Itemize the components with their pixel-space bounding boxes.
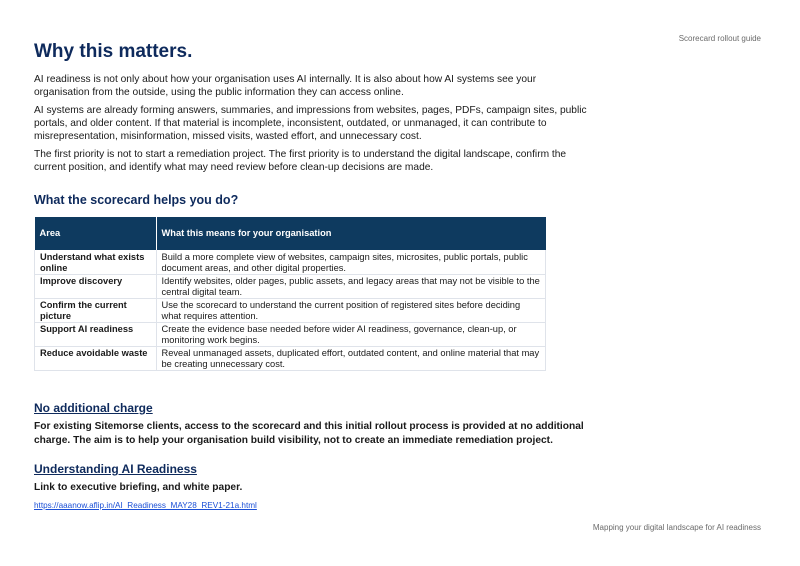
row-meaning: Reveal unmanaged assets, duplicated effort, outdated content, and online material that may be creating unnecessary cost. [156,347,546,371]
table-row [35,250,546,275]
readiness-link[interactable]: https://aaanow.aflip.in/AI_Readiness_MAY28_REV1-21a.html [34,500,257,510]
main-content [34,40,594,513]
readiness-heading: Understanding AI Readiness [34,462,197,476]
column-header-area: Area [35,217,157,250]
row-area: Confirm the current picture [35,299,157,323]
no-charge-heading: No additional charge [34,401,153,415]
table-row [35,323,546,347]
footer-note: Mapping your digital landscape for AI readiness [592,523,761,532]
readiness-section [34,462,594,513]
row-area: Improve discovery [35,275,157,299]
intro-paragraph-1: AI readiness is not only about how your organisation uses AI internally. It is also about how AI systems see your organisation from the outside, using the public information they can access online. [34,74,537,98]
table-row [35,275,546,299]
table-row [35,347,546,371]
scorecard-heading: What the scorecard helps you do? [34,193,239,207]
scorecard-table [34,217,546,371]
intro-section [34,73,594,174]
row-meaning: Identify websites, older pages, public assets, and legacy areas that may not be visible to the central digital team. [156,275,546,299]
row-meaning: Create the evidence base needed before wider AI readiness, governance, clean-up, or monitoring work begins. [156,323,546,347]
column-header-meaning: What this means for your organisation [156,217,546,250]
no-charge-text: For existing Sitemorse clients, access to the scorecard and this initial rollout process is provided at no additional charge. The aim is to help your organisation build visibility, not to create an immediate remediation project. [34,421,584,446]
table-header-row [35,217,546,250]
readiness-text: Link to executive briefing, and white paper. [34,482,243,493]
header-note: Scorecard rollout guide [678,34,761,43]
page-title: Why this matters. [34,41,193,62]
row-area: Reduce avoidable waste [35,347,157,371]
row-meaning: Use the scorecard to understand the current position of registered sites before deciding what requires attention. [156,299,546,323]
row-meaning: Build a more complete view of websites, campaign sites, microsites, public portals, public document areas, and other digital properties. [156,250,546,275]
no-charge-section [34,401,594,447]
table-row [35,299,546,323]
intro-paragraph-2: AI systems are already forming answers, summaries, and impressions from websites, pages, PDFs, campaign sites, public portals, and older content. If that material is incomplete, inconsistent, outdated, or unmanaged, it can contribute to misrepresentation, misinformation, missed visits, wasted effort, and unnecessary cost. [34,105,587,142]
row-area: Support AI readiness [35,323,157,347]
row-area: Understand what exists online [35,250,157,275]
intro-paragraph-3: The first priority is not to start a remediation project. The first priority is to understand the digital landscape, confirm the current position, and identify what may need review before clean-up decisions are made. [34,149,567,173]
